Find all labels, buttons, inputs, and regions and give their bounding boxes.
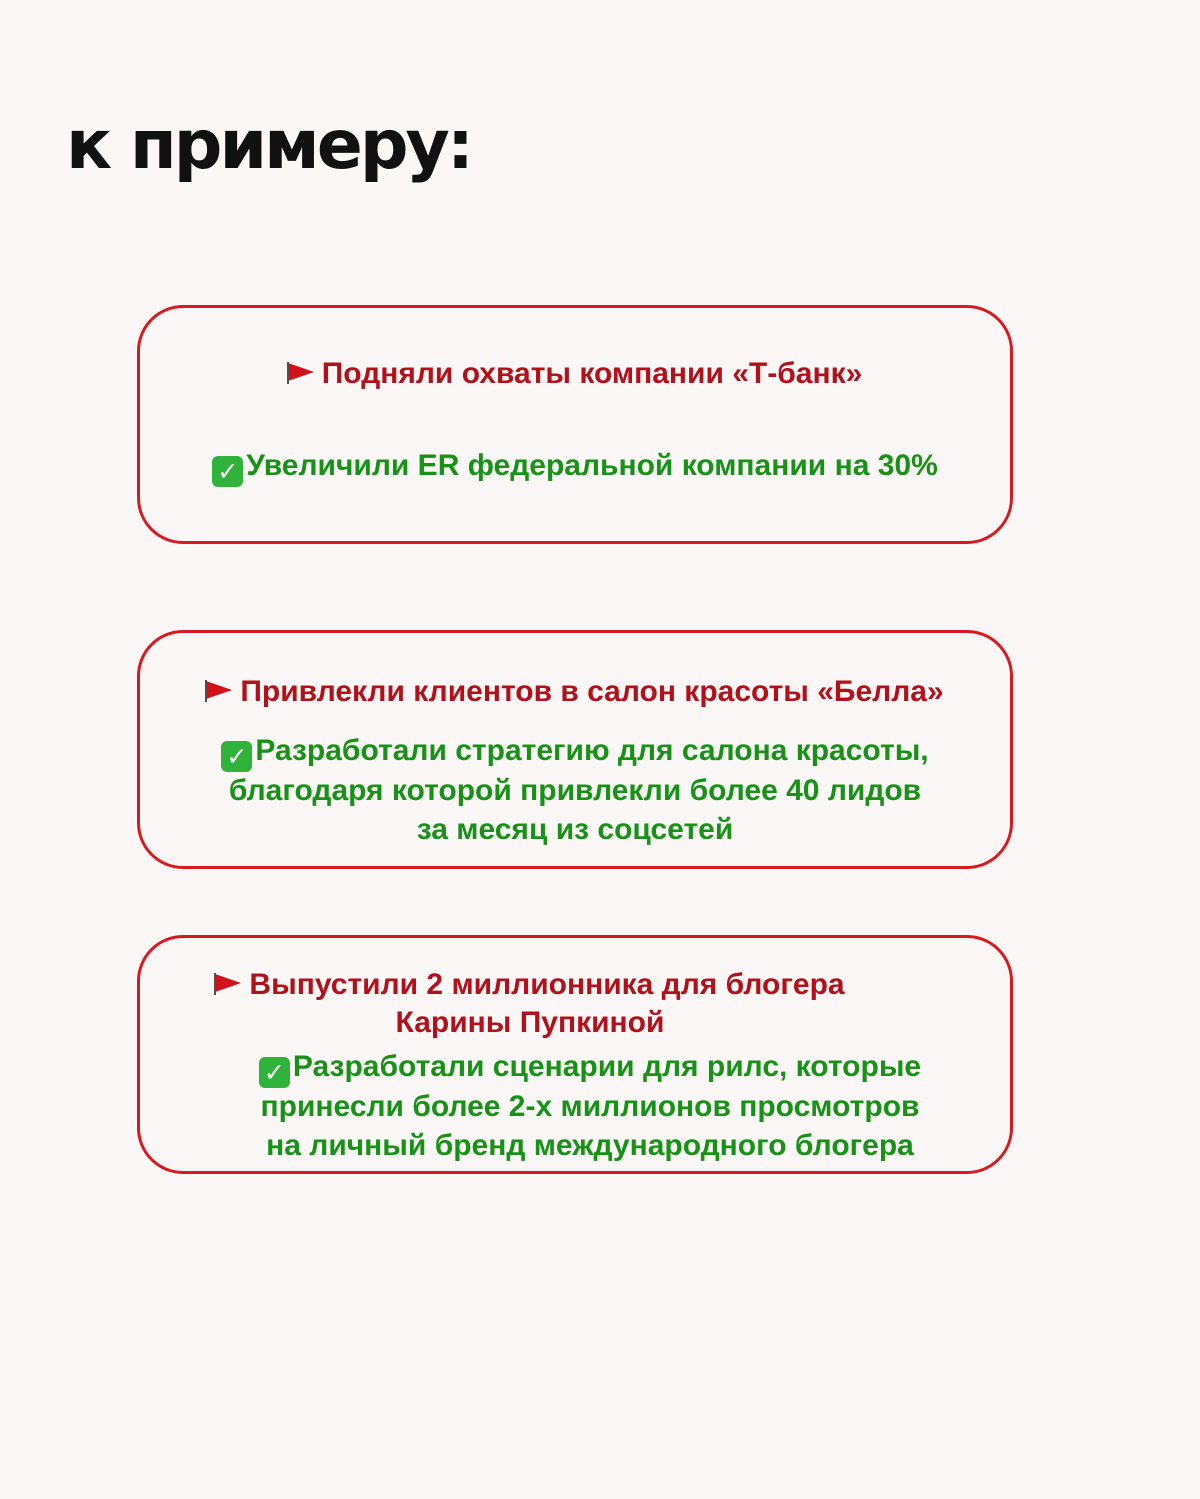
case-card-tbank	[137, 305, 1013, 544]
case-result-line	[140, 732, 1010, 772]
red-flag-icon	[288, 363, 314, 381]
case-card-bella	[137, 630, 1013, 869]
case-result-line: благодаря которой привлекли более 40 лидов	[228, 774, 922, 807]
case-result	[140, 732, 1010, 849]
case-result-text: Увеличили ER федеральной компании на 30%	[246, 449, 938, 482]
page-title: к примеру:	[66, 106, 472, 185]
check-mark-icon: ✓	[221, 741, 252, 772]
case-title-text: Подняли охваты компании «Т-банк»	[321, 357, 863, 390]
case-title	[140, 673, 1010, 711]
red-flag-icon	[206, 681, 232, 699]
check-mark-icon: ✓	[212, 456, 243, 487]
case-result-text: Разработали стратегию для салона красоты,	[255, 734, 929, 767]
case-title-text: Выпустили 2 миллионника для блогера Карины Пупкиной	[249, 968, 845, 1039]
case-result-line: за месяц из соцсетей	[416, 812, 734, 846]
case-title	[140, 966, 1010, 1042]
case-title-text: Привлекли клиентов в салон красоты «Белла»	[240, 675, 944, 708]
case-title	[140, 355, 1010, 393]
case-result	[140, 447, 1010, 487]
red-flag-icon	[215, 974, 241, 992]
case-result-text: Разработали сценарии для рилс, которые принесли более 2-х миллионов просмотров на личный бренд международного блогера	[260, 1050, 922, 1162]
case-card-blogger	[137, 935, 1013, 1174]
check-mark-icon: ✓	[259, 1057, 290, 1088]
case-result	[140, 1048, 1010, 1165]
